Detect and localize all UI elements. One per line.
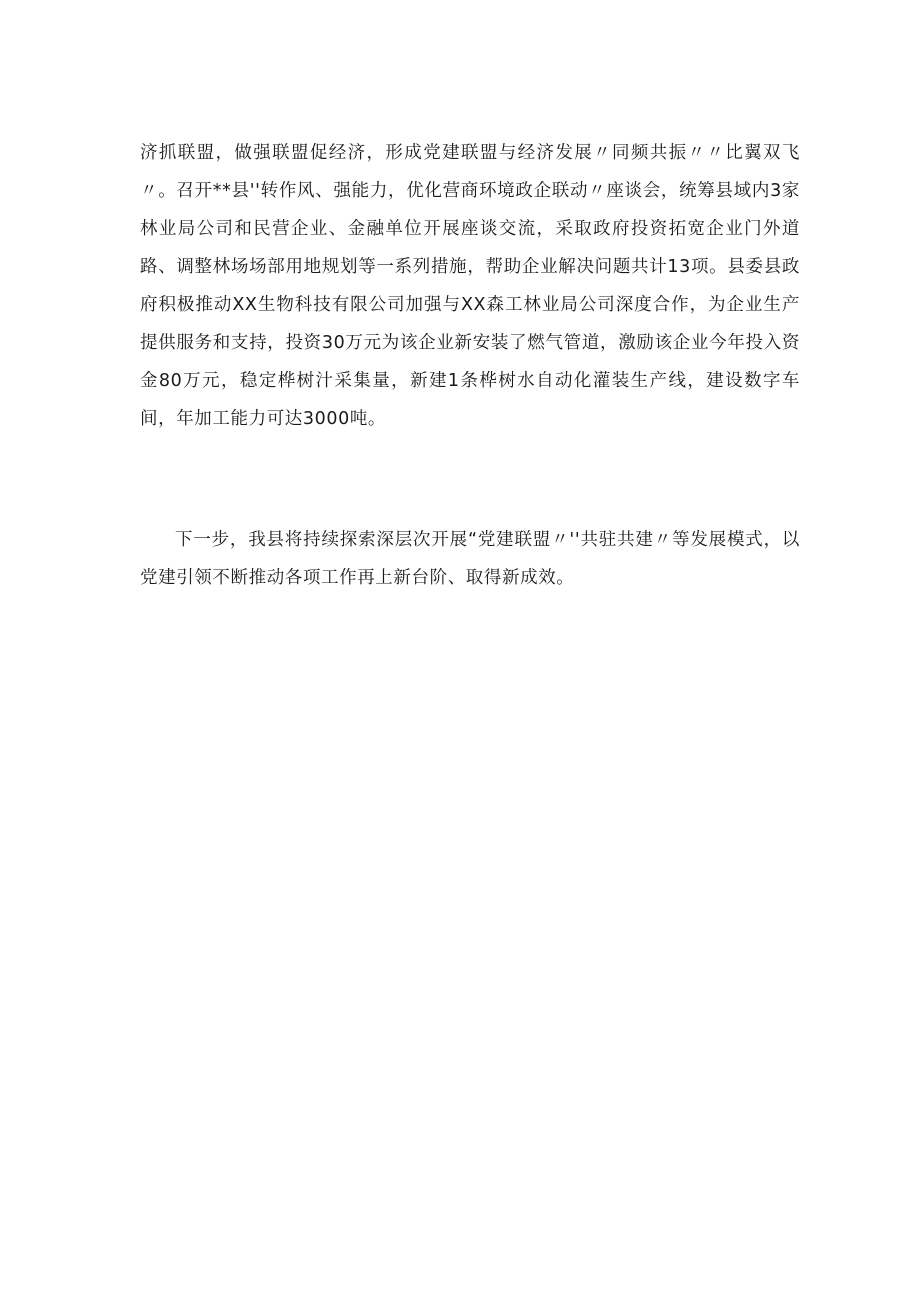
paragraph-next-steps: 下一步，我县将持续探索深层次开展“党建联盟〃''共驻共建〃等发展模式，以党建引领不断推动各项工作再上新台阶、取得新成效。 [140,530,800,588]
paragraph-economic-alliance: 济抓联盟，做强联盟促经济，形成党建联盟与经济发展〃同频共振〃〃比翼双飞〃。召开**县''转作风、强能力，优化营商环境政企联动〃座谈会，统筹县域内3家林业局公司和民营企业、金融单位开展座谈交流，采取政府投资拓宽企业门外道路、调整林场场部用地规划等一系列措施，帮助企业解决问题共计13项。县委县政府积极推动XX生物科技有限公司加强与XX森工林业局公司深度合作，为企业生产提供服务和支持，投资30万元为该企业新安装了燃气管道，激励该企业今年投入资金80万元，稳定桦树汁采集量，新建1条桦树水自动化灌装生产线，建设数字车间，年加工能力可达3000吨。 [140,143,800,429]
